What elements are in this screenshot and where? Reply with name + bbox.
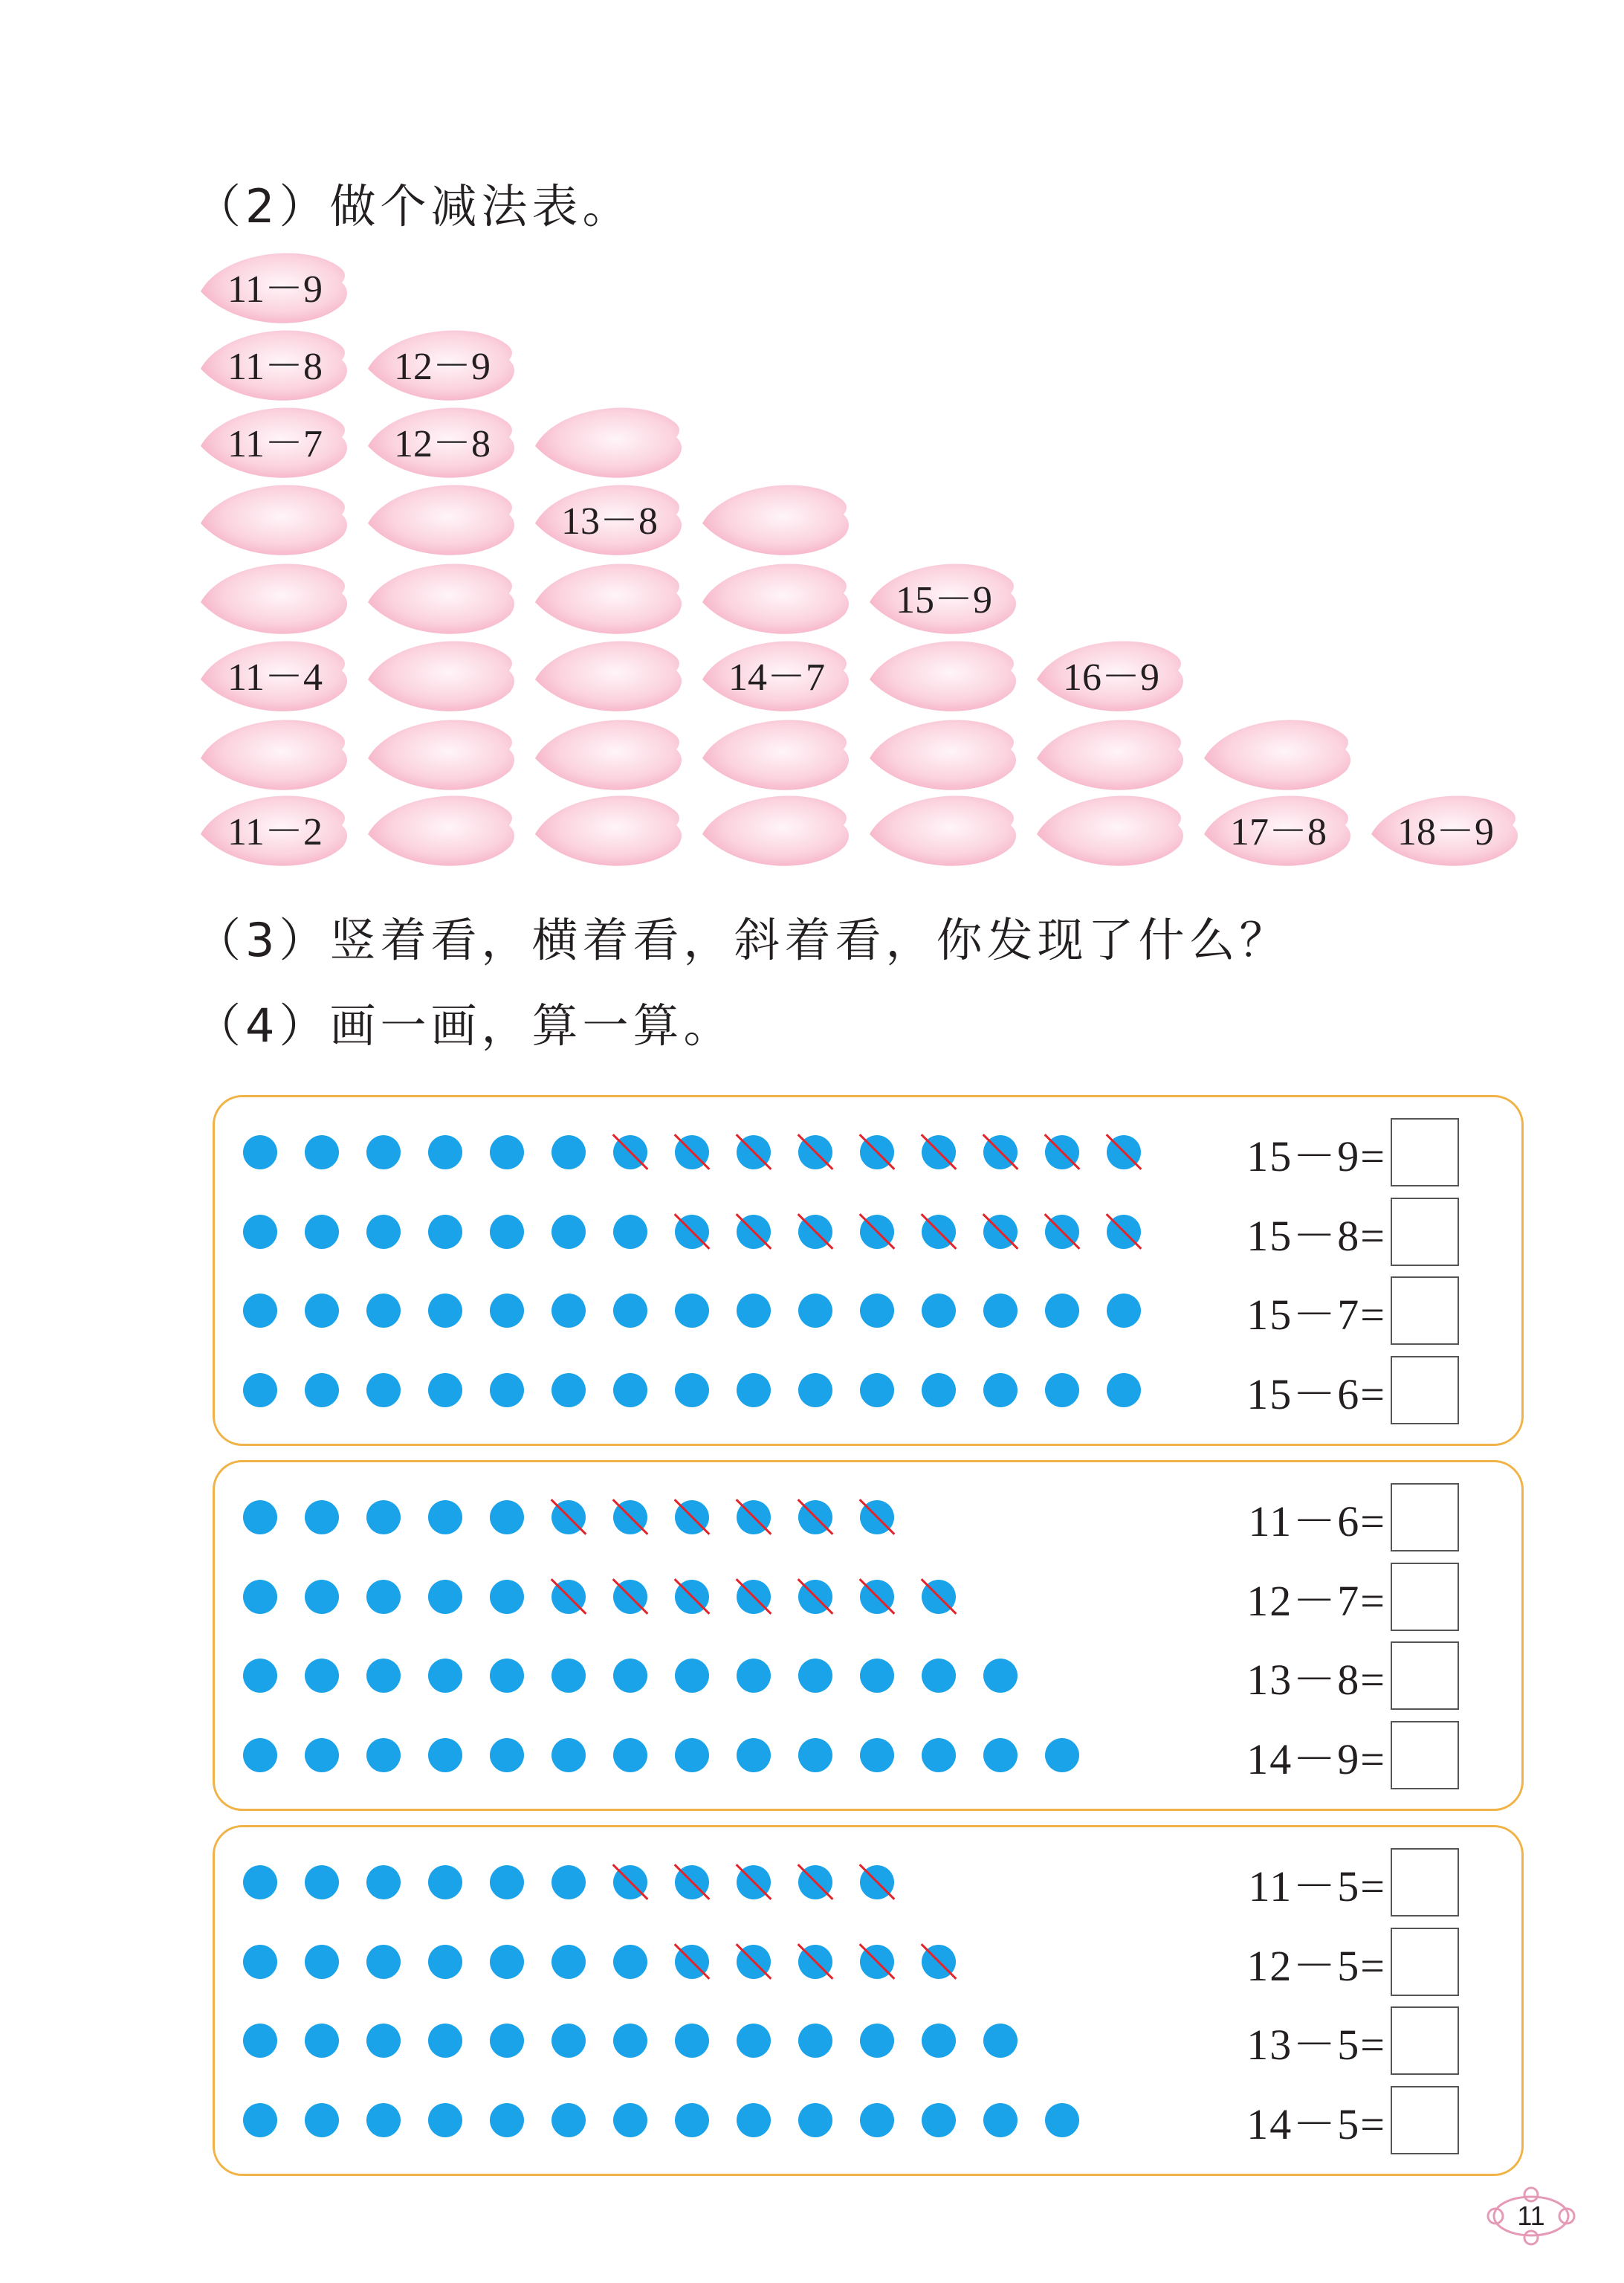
dot [305,1373,339,1407]
petal-cell [368,720,514,789]
answer-box[interactable] [1391,1356,1459,1424]
dot [428,2103,462,2137]
dot [305,1500,339,1534]
petal-cell [1371,795,1518,865]
page-number-badge [1479,2183,1583,2250]
dot [490,1215,524,1249]
dot [243,1945,277,1979]
dot-group-2 [213,1460,1524,1811]
equation [1246,1563,1459,1631]
dot [551,1945,586,1979]
dot [675,1659,709,1693]
answer-box[interactable] [1391,1198,1459,1266]
dot [922,1659,956,1693]
dot [860,1659,894,1693]
petal-cell [201,564,347,633]
crossed-dot [613,1135,647,1169]
dot [243,1580,277,1614]
answer-box[interactable] [1391,1848,1459,1917]
dot [305,1215,339,1249]
dot [613,1945,647,1979]
dot [305,1294,339,1328]
equation-text: 15－7= [1246,1291,1386,1339]
dot [983,2103,1018,2137]
petal-cell [201,485,347,555]
crossed-dot [737,1865,771,1899]
dot [737,1738,771,1772]
petal-cell [870,564,1016,633]
dot [737,1373,771,1407]
dot [798,2024,832,2058]
dot [551,1215,586,1249]
petal-shape [201,720,347,789]
petal-cell [702,564,849,633]
crossed-dot [675,1500,709,1534]
dot [1045,1738,1079,1772]
dot [551,1373,586,1407]
answer-box[interactable] [1391,1563,1459,1631]
answer-box[interactable] [1391,2006,1459,2075]
page-number: 11 [1517,2200,1545,2231]
answer-box[interactable] [1391,2086,1459,2154]
dot [737,1659,771,1693]
petal-cell [1204,795,1350,865]
petal-cell [535,407,682,477]
petal-shape [1037,795,1183,865]
petal-cell [535,485,682,555]
equation-text: 13－5= [1246,2021,1386,2069]
petal-cell [870,720,1016,789]
dot [798,2103,832,2137]
petal-cell [1037,795,1183,865]
dot [1045,1294,1079,1328]
dot [1107,1294,1141,1328]
crossed-dot [860,1865,894,1899]
crossed-dot [983,1135,1018,1169]
petal-shape [201,564,347,633]
dot [613,2103,647,2137]
dot [551,1659,586,1693]
crossed-dot [860,1580,894,1614]
equation-text: 11－6= [1248,1497,1386,1546]
petal-label: 14－7 [728,656,826,699]
petal-cell [368,795,514,865]
dot [428,2024,462,2058]
petal-cell [535,564,682,633]
answer-box[interactable] [1391,1641,1459,1710]
dot [428,1659,462,1693]
dot [305,1659,339,1693]
dot [366,1500,401,1534]
dot [860,1373,894,1407]
crossed-dot [1045,1215,1079,1249]
dot [490,1135,524,1169]
petal-cell [535,795,682,865]
dot [366,1865,401,1899]
equation-text: 12－7= [1246,1577,1386,1625]
equation-text: 14－9= [1246,1735,1386,1783]
dot [305,1135,339,1169]
crossed-dot [922,1945,956,1979]
dot [428,1294,462,1328]
crossed-dot [675,1215,709,1249]
dot [860,2103,894,2137]
petal-cell [535,641,682,711]
petal-cell [1037,641,1183,711]
petal-shape [201,485,347,555]
petal-label: 13－8 [560,500,659,543]
dot [922,1738,956,1772]
petal-shape [535,795,682,865]
petal-shape [535,564,682,633]
dot [428,1945,462,1979]
dot [490,1500,524,1534]
equation-text: 14－5= [1246,2100,1386,2148]
petal-cell [1204,720,1350,789]
petal-shape [368,795,514,865]
petal-cell [702,720,849,789]
crossed-dot [613,1500,647,1534]
dot [551,1135,586,1169]
petal-cell [870,795,1016,865]
crossed-dot [798,1945,832,1979]
petal-cell [201,253,347,323]
dot [490,1738,524,1772]
petal-shape [702,795,849,865]
dot [675,1294,709,1328]
dot [1107,1373,1141,1407]
equation-text: 12－5= [1246,1942,1386,1990]
crossed-dot [737,1945,771,1979]
dot [675,2103,709,2137]
dot-group-3 [213,1825,1524,2176]
dot [983,1294,1018,1328]
petal-shape [1204,720,1350,789]
dot [305,1580,339,1614]
dot [675,1373,709,1407]
crossed-dot [922,1215,956,1249]
dot [860,1294,894,1328]
petal-cell [1037,720,1183,789]
dot [490,1580,524,1614]
crossed-dot [1107,1215,1141,1249]
dot [490,1294,524,1328]
dot [428,1865,462,1899]
crossed-dot [675,1135,709,1169]
petal-label: 11－7 [227,423,323,465]
petal-shape [702,564,849,633]
petal-label: 15－9 [895,579,993,621]
crossed-dot [798,1135,832,1169]
dot [490,2024,524,2058]
dot [428,1373,462,1407]
crossed-dot [860,1215,894,1249]
subtraction-table [0,0,1624,892]
dot [305,2024,339,2058]
petal-shape [1037,720,1183,789]
dot [366,1945,401,1979]
dot [366,1135,401,1169]
petal-shape [870,720,1016,789]
dot [366,1215,401,1249]
dot [675,2024,709,2058]
dot [366,1738,401,1772]
crossed-dot [613,1865,647,1899]
dot [613,1373,647,1407]
dot [613,1659,647,1693]
answer-box[interactable] [1391,1721,1459,1789]
petal-cell [201,641,347,711]
dot [737,1294,771,1328]
equation-text: 15－9= [1246,1132,1386,1181]
dot [737,2024,771,2058]
dot [428,1215,462,1249]
dot [737,2103,771,2137]
dot [613,1294,647,1328]
dot [243,1215,277,1249]
dot [305,1738,339,1772]
dot [366,1294,401,1328]
petal-shape [368,564,514,633]
dot [243,1294,277,1328]
crossed-dot [860,1500,894,1534]
petal-cell [368,407,514,477]
dot [366,1373,401,1407]
crossed-dot [675,1945,709,1979]
dot [428,1738,462,1772]
crossed-dot [1107,1135,1141,1169]
dot [798,1294,832,1328]
crossed-dot [922,1135,956,1169]
answer-box[interactable] [1391,1118,1459,1186]
dot [305,2103,339,2137]
dot [490,1865,524,1899]
petal-cell [201,795,347,865]
petal-cell [368,564,514,633]
dot [983,2024,1018,2058]
dot [613,1738,647,1772]
crossed-dot [551,1580,586,1614]
crossed-dot [798,1865,832,1899]
petal-label: 17－8 [1229,811,1327,853]
crossed-dot [798,1500,832,1534]
equation-text: 11－5= [1248,1862,1386,1911]
answer-box[interactable] [1391,1928,1459,1996]
equation-text: 13－8= [1246,1656,1386,1704]
petal-shape [368,485,514,555]
petal-shape [368,641,514,711]
dot [243,1865,277,1899]
crossed-dot [983,1215,1018,1249]
petal-label: 11－2 [227,811,323,853]
dot [490,1373,524,1407]
dot [428,1135,462,1169]
petal-label: 11－8 [227,346,323,388]
equation-text: 15－6= [1246,1370,1386,1418]
dot [490,1945,524,1979]
petal-shape [870,795,1016,865]
dot [366,2024,401,2058]
dot [613,2024,647,2058]
crossed-dot [675,1580,709,1614]
petal-shape [870,641,1016,711]
crossed-dot [613,1580,647,1614]
petal-cell [201,720,347,789]
petal-cell [702,795,849,865]
dot [551,1865,586,1899]
crossed-dot [798,1215,832,1249]
dot [366,1659,401,1693]
petal-cell [368,641,514,711]
equation [1246,1641,1459,1710]
answer-box[interactable] [1391,1276,1459,1345]
petal-shape [535,641,682,711]
petal-shape [702,720,849,789]
crossed-dot [737,1580,771,1614]
dot [243,1738,277,1772]
equation [1248,1848,1459,1917]
crossed-dot [737,1215,771,1249]
answer-box[interactable] [1391,1483,1459,1551]
dot [243,1373,277,1407]
dot [551,2024,586,2058]
petal-cell [702,641,849,711]
question-3-heading: （3）竖着看，横着看，斜着看，你发现了什么？ [195,913,1290,967]
question-2-heading: （2）做个减法表。 [195,179,633,233]
dot [490,1659,524,1693]
dot [798,1659,832,1693]
petal-shape [702,485,849,555]
dot [243,2103,277,2137]
petal-cell [368,330,514,400]
crossed-dot [860,1135,894,1169]
dot [922,2024,956,2058]
question-4-heading: （4）画一画，算一算。 [195,998,734,1053]
petal-label: 11－9 [227,268,323,311]
equation-text: 15－8= [1246,1212,1386,1260]
crossed-dot [860,1945,894,1979]
petal-cell [702,485,849,555]
dot [551,2103,586,2137]
crossed-dot [551,1500,586,1534]
dot [243,1659,277,1693]
equation [1246,1721,1459,1789]
dot [798,1738,832,1772]
dot-group-1 [213,1095,1524,1446]
petal-cell [201,407,347,477]
dot [1045,2103,1079,2137]
dot [675,1738,709,1772]
dot [860,1738,894,1772]
petal-label: 12－9 [393,346,491,388]
dot [798,1373,832,1407]
crossed-dot [922,1580,956,1614]
dot [366,2103,401,2137]
equation [1246,1198,1459,1266]
dot [860,2024,894,2058]
dot [1045,1373,1079,1407]
petal-label: 18－9 [1397,811,1495,853]
crossed-dot [737,1135,771,1169]
equation [1246,1356,1459,1424]
equation [1246,2086,1459,2154]
dot [243,2024,277,2058]
dot [922,2103,956,2137]
petal-label: 12－8 [393,423,491,465]
crossed-dot [675,1865,709,1899]
crossed-dot [737,1500,771,1534]
dot [305,1865,339,1899]
dot [613,1215,647,1249]
dot [490,2103,524,2137]
dot [983,1659,1018,1693]
dot [983,1373,1018,1407]
petal-cell [368,485,514,555]
dot [428,1580,462,1614]
dot [243,1500,277,1534]
petal-label: 16－9 [1062,656,1160,699]
dot [551,1294,586,1328]
equation [1248,1483,1459,1551]
petal-cell [201,330,347,400]
equation [1246,1118,1459,1186]
dot [305,1945,339,1979]
petal-cell [535,720,682,789]
dot [428,1500,462,1534]
crossed-dot [798,1580,832,1614]
dot [983,1738,1018,1772]
petal-shape [535,720,682,789]
dot [922,1294,956,1328]
petal-label: 11－4 [227,656,323,699]
petal-shape [368,720,514,789]
equation [1246,1276,1459,1345]
petal-cell [870,641,1016,711]
equation [1246,2006,1459,2075]
dot [922,1373,956,1407]
petal-shape [535,407,682,477]
equation [1246,1928,1459,1996]
dot [366,1580,401,1614]
crossed-dot [1045,1135,1079,1169]
dot [551,1738,586,1772]
dot [243,1135,277,1169]
